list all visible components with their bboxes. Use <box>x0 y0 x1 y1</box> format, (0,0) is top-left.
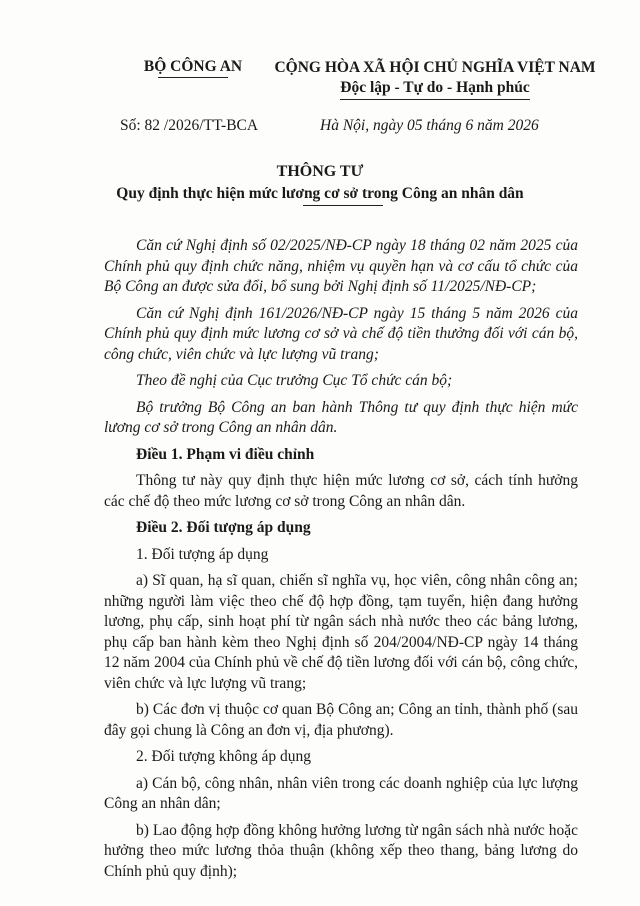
subtitle-underline <box>303 205 383 206</box>
article-1-text: Thông tư này quy định thực hiện mức lương cơ sở, cách tính hưởng các chế độ theo mức lương cơ sở trong Công an nhân dân. <box>104 472 578 510</box>
clause-2-heading: 2. Đối tượng không áp dụng <box>136 748 312 765</box>
clause-2b: b) Lao động hợp đồng không hưởng lương từ ngân sách nhà nước hoặc hưởng theo mức lương thỏa thuận (không xếp theo thang, bảng lương do Chính phủ quy định); <box>104 821 578 880</box>
issuing-agency <box>128 58 258 78</box>
legal-basis-2: Căn cứ Nghị định 161/2026/NĐ-CP ngày 15 tháng 5 năm 2026 của Chính phủ quy định mức lương cơ sở và chế độ tiền thưởng đối với cán bộ, công chức, viên chức và lực lượng vũ trang; <box>104 304 578 363</box>
clause-2a: a) Cán bộ, công nhân, nhân viên trong các doanh nghiệp của lực lượng Công an nhân dân; <box>104 774 578 812</box>
issuance-statement: Bộ trưởng Bộ Công an ban hành Thông tư quy định thực hiện mức lương cơ sở trong Công an nhân dân. <box>104 398 578 436</box>
national-motto: Độc lập - Tự do - Hạnh phúc <box>340 78 529 100</box>
document-date: Hà Nội, ngày 05 tháng 6 năm 2026 <box>320 117 539 134</box>
document-number: Số: 82 /2026/TT-BCA <box>120 117 259 134</box>
agency-underline <box>158 77 228 78</box>
article-1-heading: Điều 1. Phạm vi điều chỉnh <box>136 445 315 463</box>
proposal-line: Theo đề nghị của Cục trưởng Cục Tổ chức cán bộ; <box>136 372 453 389</box>
legal-basis-1: Căn cứ Nghị định số 02/2025/NĐ-CP ngày 18 tháng 02 năm 2025 của Chính phủ quy định chức năng, nhiệm vụ quyền hạn và cơ cấu tổ chức của Bộ Công an được sửa đổi, bổ sung bởi Nghị định số 11/2025/NĐ-CP; <box>104 237 578 295</box>
document-subtitle: Quy định thực hiện mức lương cơ sở trong Công an nhân dân <box>116 185 524 202</box>
document-body <box>104 236 578 888</box>
clause-1-heading: 1. Đối tượng áp dụng <box>136 545 269 563</box>
country-name: CỘNG HÒA XÃ HỘI CHỦ NGHĨA VIỆT NAM <box>274 59 596 76</box>
clause-1a: a) Sĩ quan, hạ sĩ quan, chiến sĩ nghĩa vụ, học viên, công nhân công an; những người làm việc theo chế độ hợp đồng, tạm tuyển, hiện đang hưởng lương, phụ cấp, sinh hoạt phí từ ngân sách nhà nước theo các bảng lương, phụ cấp ban hành kèm theo Nghị định số 204/2004/NĐ-CP ngày 14 tháng 12 năm 2004 của Chính phủ về chế độ tiền lương đối với cán bộ, công chức, viên chức và lực lượng vũ trang; <box>104 572 578 692</box>
agency-name: BỘ CÔNG AN <box>143 58 243 75</box>
article-2-heading: Điều 2. Đối tượng áp dụng <box>136 519 311 536</box>
national-heading <box>270 58 600 100</box>
document-title: THÔNG TƯ <box>276 163 364 180</box>
clause-1b: b) Các đơn vị thuộc cơ quan Bộ Công an; Công an tỉnh, thành phố (sau đây gọi chung là Công an đơn vị, địa phương). <box>104 701 578 739</box>
